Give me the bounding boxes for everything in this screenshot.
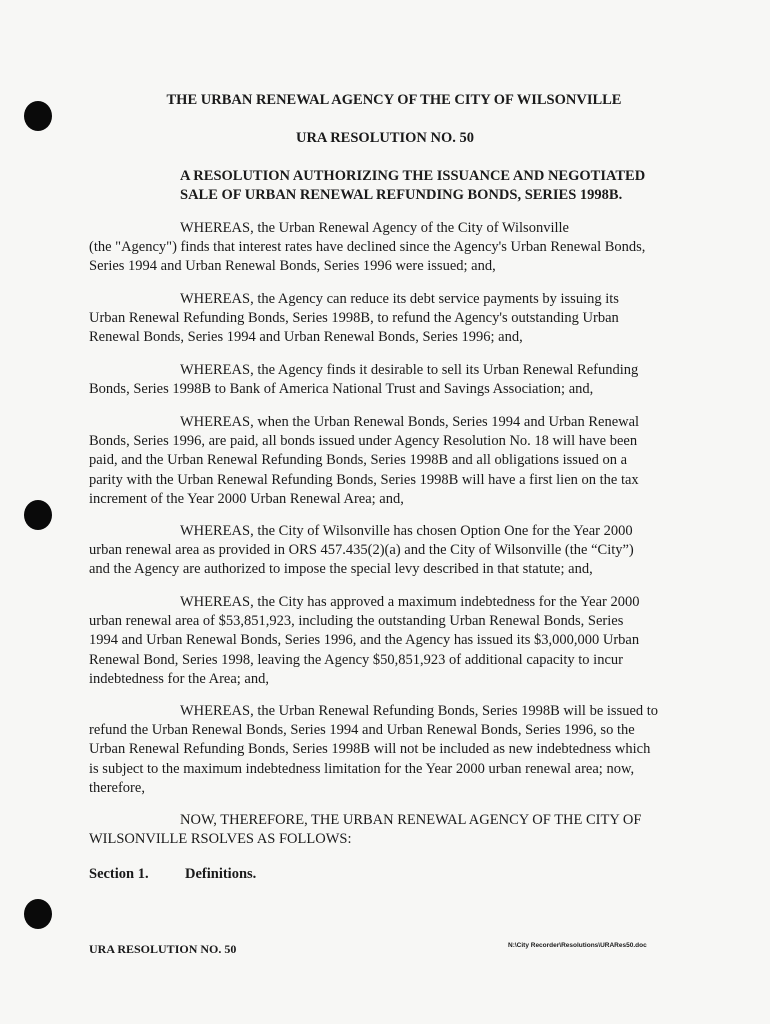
agency-title: THE URBAN RENEWAL AGENCY OF THE CITY OF WILSONVILLE: [166, 92, 622, 108]
paragraph-line: is subject to the maximum indebtedness limitation for the Year 2000 urban renewal area; now,: [89, 760, 635, 777]
paragraph-line: Urban Renewal Refunding Bonds, Series 1998B, to refund the Agency's outstanding Urban: [89, 310, 619, 327]
section-title: Definitions.: [185, 866, 257, 882]
paragraph-line: indebtedness for the Area; and,: [89, 670, 269, 687]
punch-hole-middle: [24, 500, 52, 530]
heading-line: A RESOLUTION AUTHORIZING THE ISSUANCE AND NEGOTIATED: [180, 168, 646, 184]
paragraph-line: WHEREAS, when the Urban Renewal Bonds, Series 1994 and Urban Renewal: [180, 414, 640, 430]
paragraph-line: refund the Urban Renewal Bonds, Series 1994 and Urban Renewal Bonds, Series 1996, so the: [89, 722, 635, 739]
resolution-number: URA RESOLUTION NO. 50: [295, 130, 475, 146]
whereas-paragraph-1: [89, 219, 689, 277]
paragraph-line: Renewal Bonds, Series 1994 and Urban Renewal Bonds, Series 1996; and,: [89, 329, 523, 346]
paragraph-line: and the Agency are authorized to impose the special levy described in that statute; and,: [89, 561, 593, 578]
resolution-heading: [180, 167, 700, 205]
paragraph-line: therefore,: [89, 779, 145, 796]
paragraph-line: WHEREAS, the Agency can reduce its debt service payments by issuing its: [180, 291, 619, 307]
whereas-paragraph-7: [89, 702, 689, 798]
paragraph-line: WHEREAS, the Agency finds it desirable to sell its Urban Renewal Refunding: [180, 362, 639, 378]
paragraph-line: urban renewal area as provided in ORS 457.435(2)(a) and the City of Wilsonville (the “City”): [89, 542, 634, 559]
paragraph-line: urban renewal area of $53,851,923, including the outstanding Urban Renewal Bonds, Series: [89, 613, 624, 630]
whereas-paragraph-5: [89, 522, 689, 580]
paragraph-line: WHEREAS, the Urban Renewal Agency of the City of Wilsonville: [180, 220, 569, 236]
paragraph-line: WILSONVILLE RSOLVES AS FOLLOWS:: [89, 831, 352, 848]
section-heading: [89, 866, 256, 883]
whereas-paragraph-3: [89, 361, 689, 399]
heading-line: SALE OF URBAN RENEWAL REFUNDING BONDS, SERIES 1998B.: [180, 187, 623, 203]
paragraph-line: parity with the Urban Renewal Refunding Bonds, Series 1998B will have a first lien on the tax: [89, 471, 639, 488]
paragraph-line: paid, and the Urban Renewal Refunding Bonds, Series 1998B and all obligations issued on a: [89, 452, 628, 469]
paragraph-line: NOW, THEREFORE, THE URBAN RENEWAL AGENCY OF THE CITY OF: [180, 812, 642, 828]
paragraph-line: increment of the Year 2000 Urban Renewal Area; and,: [89, 490, 404, 507]
paragraph-line: Bonds, Series 1996, are paid, all bonds issued under Agency Resolution No. 18 will have been: [89, 433, 638, 450]
paragraph-line: WHEREAS, the City has approved a maximum indebtedness for the Year 2000: [180, 594, 640, 610]
whereas-paragraph-4: [89, 413, 689, 509]
whereas-paragraph-6: [89, 593, 689, 689]
paragraph-line: Series 1994 and Urban Renewal Bonds, Series 1996 were issued; and,: [89, 258, 496, 275]
paragraph-line: WHEREAS, the City of Wilsonville has chosen Option One for the Year 2000: [180, 523, 633, 539]
paragraph-line: Urban Renewal Refunding Bonds, Series 1998B will not be included as new indebtedness which: [89, 741, 651, 758]
paragraph-line: Renewal Bond, Series 1998, leaving the Agency $50,851,923 of additional capacity to incur: [89, 651, 623, 668]
paragraph-line: Bonds, Series 1998B to Bank of America National Trust and Savings Association; and,: [89, 381, 594, 398]
punch-hole-bottom: [24, 899, 52, 929]
paragraph-line: (the "Agency") finds that interest rates have declined since the Agency's Urban Renewal Bonds,: [89, 239, 646, 256]
whereas-paragraph-2: [89, 290, 689, 348]
footer-resolution-label: URA RESOLUTION NO. 50: [89, 942, 237, 956]
footer-file-path: N:\City Recorder\Resolutions\URARes50.doc: [508, 942, 647, 949]
resolves-paragraph: [89, 811, 689, 849]
paragraph-line: WHEREAS, the Urban Renewal Refunding Bonds, Series 1998B will be issued to: [180, 703, 659, 719]
paragraph-line: 1994 and Urban Renewal Bonds, Series 1996, and the Agency has issued its $3,000,000 Urban: [89, 632, 640, 649]
section-number: Section 1.: [89, 866, 149, 882]
